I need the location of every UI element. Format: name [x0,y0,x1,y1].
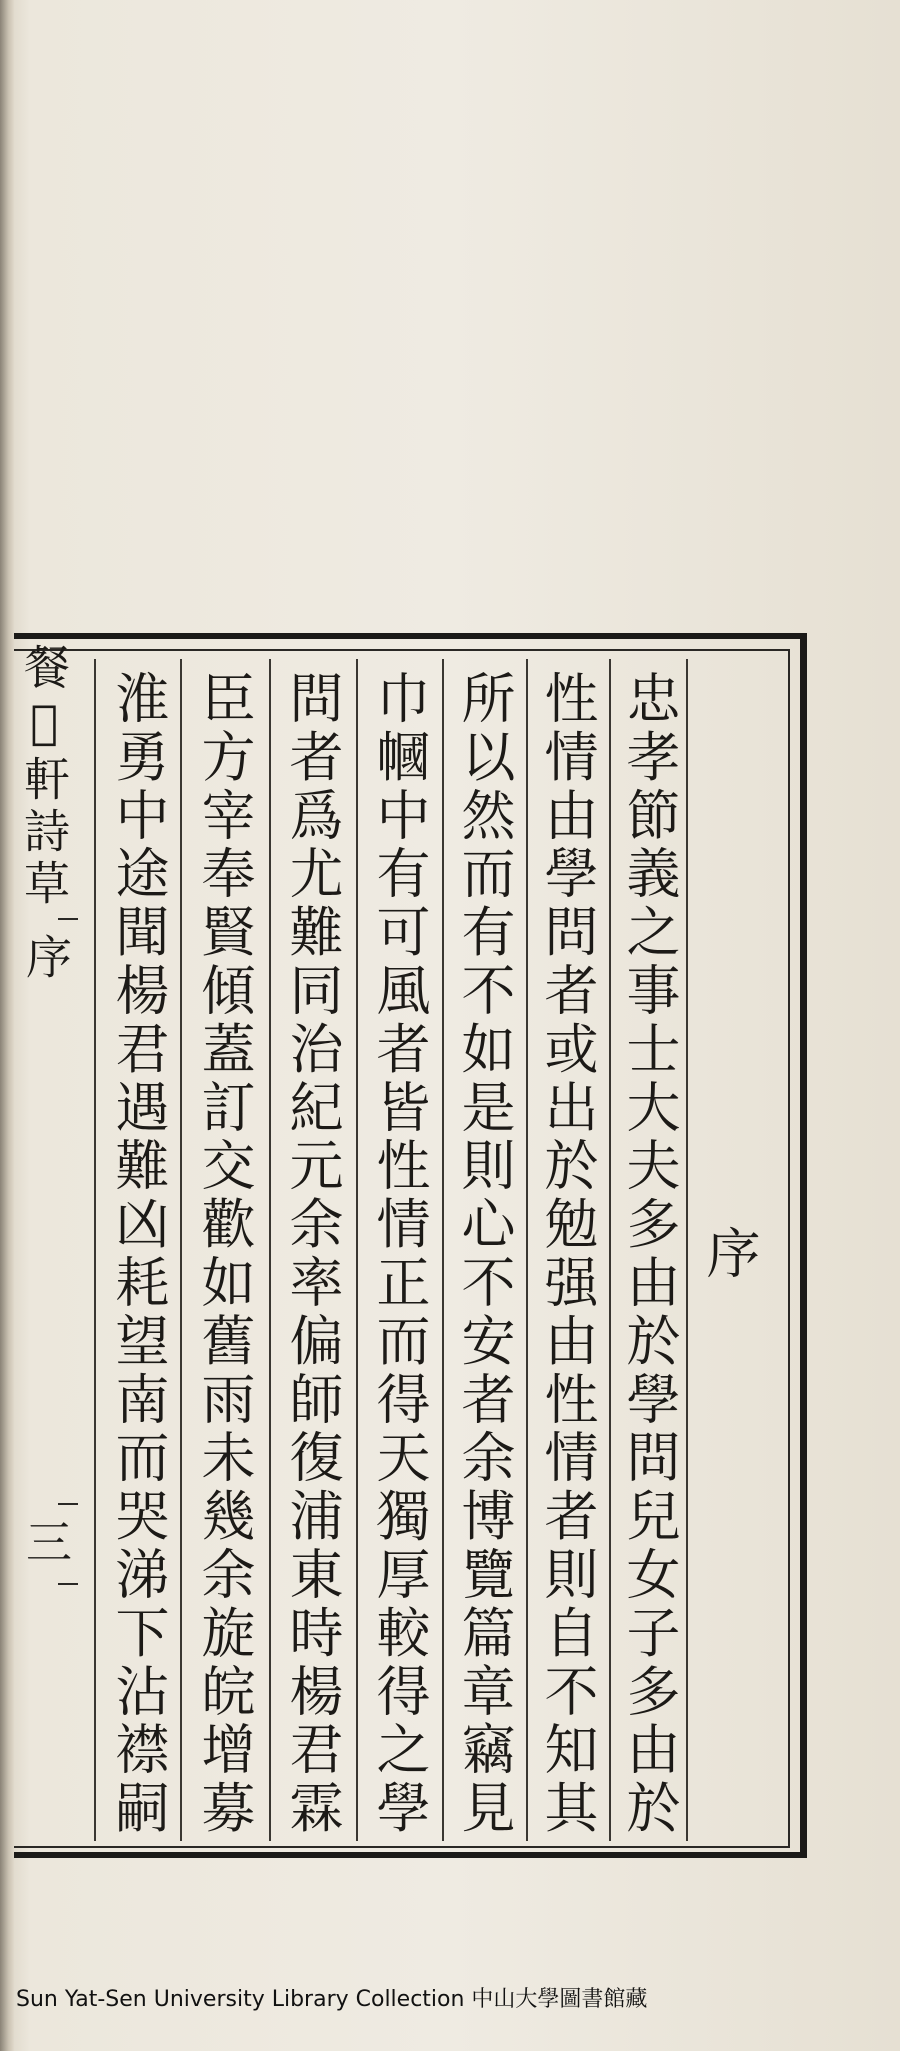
column-divider [442,659,444,1841]
column-divider [269,659,271,1841]
column-2: 忠孝節義之事士大夫多由於學問兒女子多由於 [618,670,681,1838]
column-divider [356,659,358,1841]
folio-number: 三 [19,1518,73,1564]
column-3: 性情由學問者或出於勉强由性情者則自不知其 [536,670,599,1838]
column-4: 所以然而有不如是則心不安者余博覽篇章竊見 [453,670,516,1838]
column-5: 巾幗中有可風者皆性情正而得天獨厚較得之學 [368,670,431,1838]
margin-gutter [14,633,73,1858]
column-divider [609,659,611,1841]
text-frame [14,633,807,1858]
column-divider [180,659,182,1841]
margin-tick [58,1503,78,1505]
book-title: 餐𦡉軒詩草 [17,643,71,911]
margin-tick [58,918,78,920]
column-divider [526,659,528,1841]
book-spine [0,0,14,2051]
section-label: 序 [19,933,73,979]
text-frame-inner [14,649,790,1848]
column-divider [94,659,96,1841]
column-7: 臣方宰奉賢傾蓋訂交歡如舊雨未幾余旋皖增募 [193,670,256,1838]
column-8: 淮勇中途聞楊君遇難凶耗望南而哭涕下沾襟嗣 [107,670,170,1838]
margin-tick [58,1583,78,1585]
column-6: 問者爲尤難同治紀元余率偏師復浦東時楊君霖 [281,670,344,1838]
column-1: 序 [698,1224,761,1284]
column-divider [686,659,688,1841]
collection-caption: Sun Yat-Sen University Library Collection 中山大學圖書館藏 [16,1987,648,2012]
